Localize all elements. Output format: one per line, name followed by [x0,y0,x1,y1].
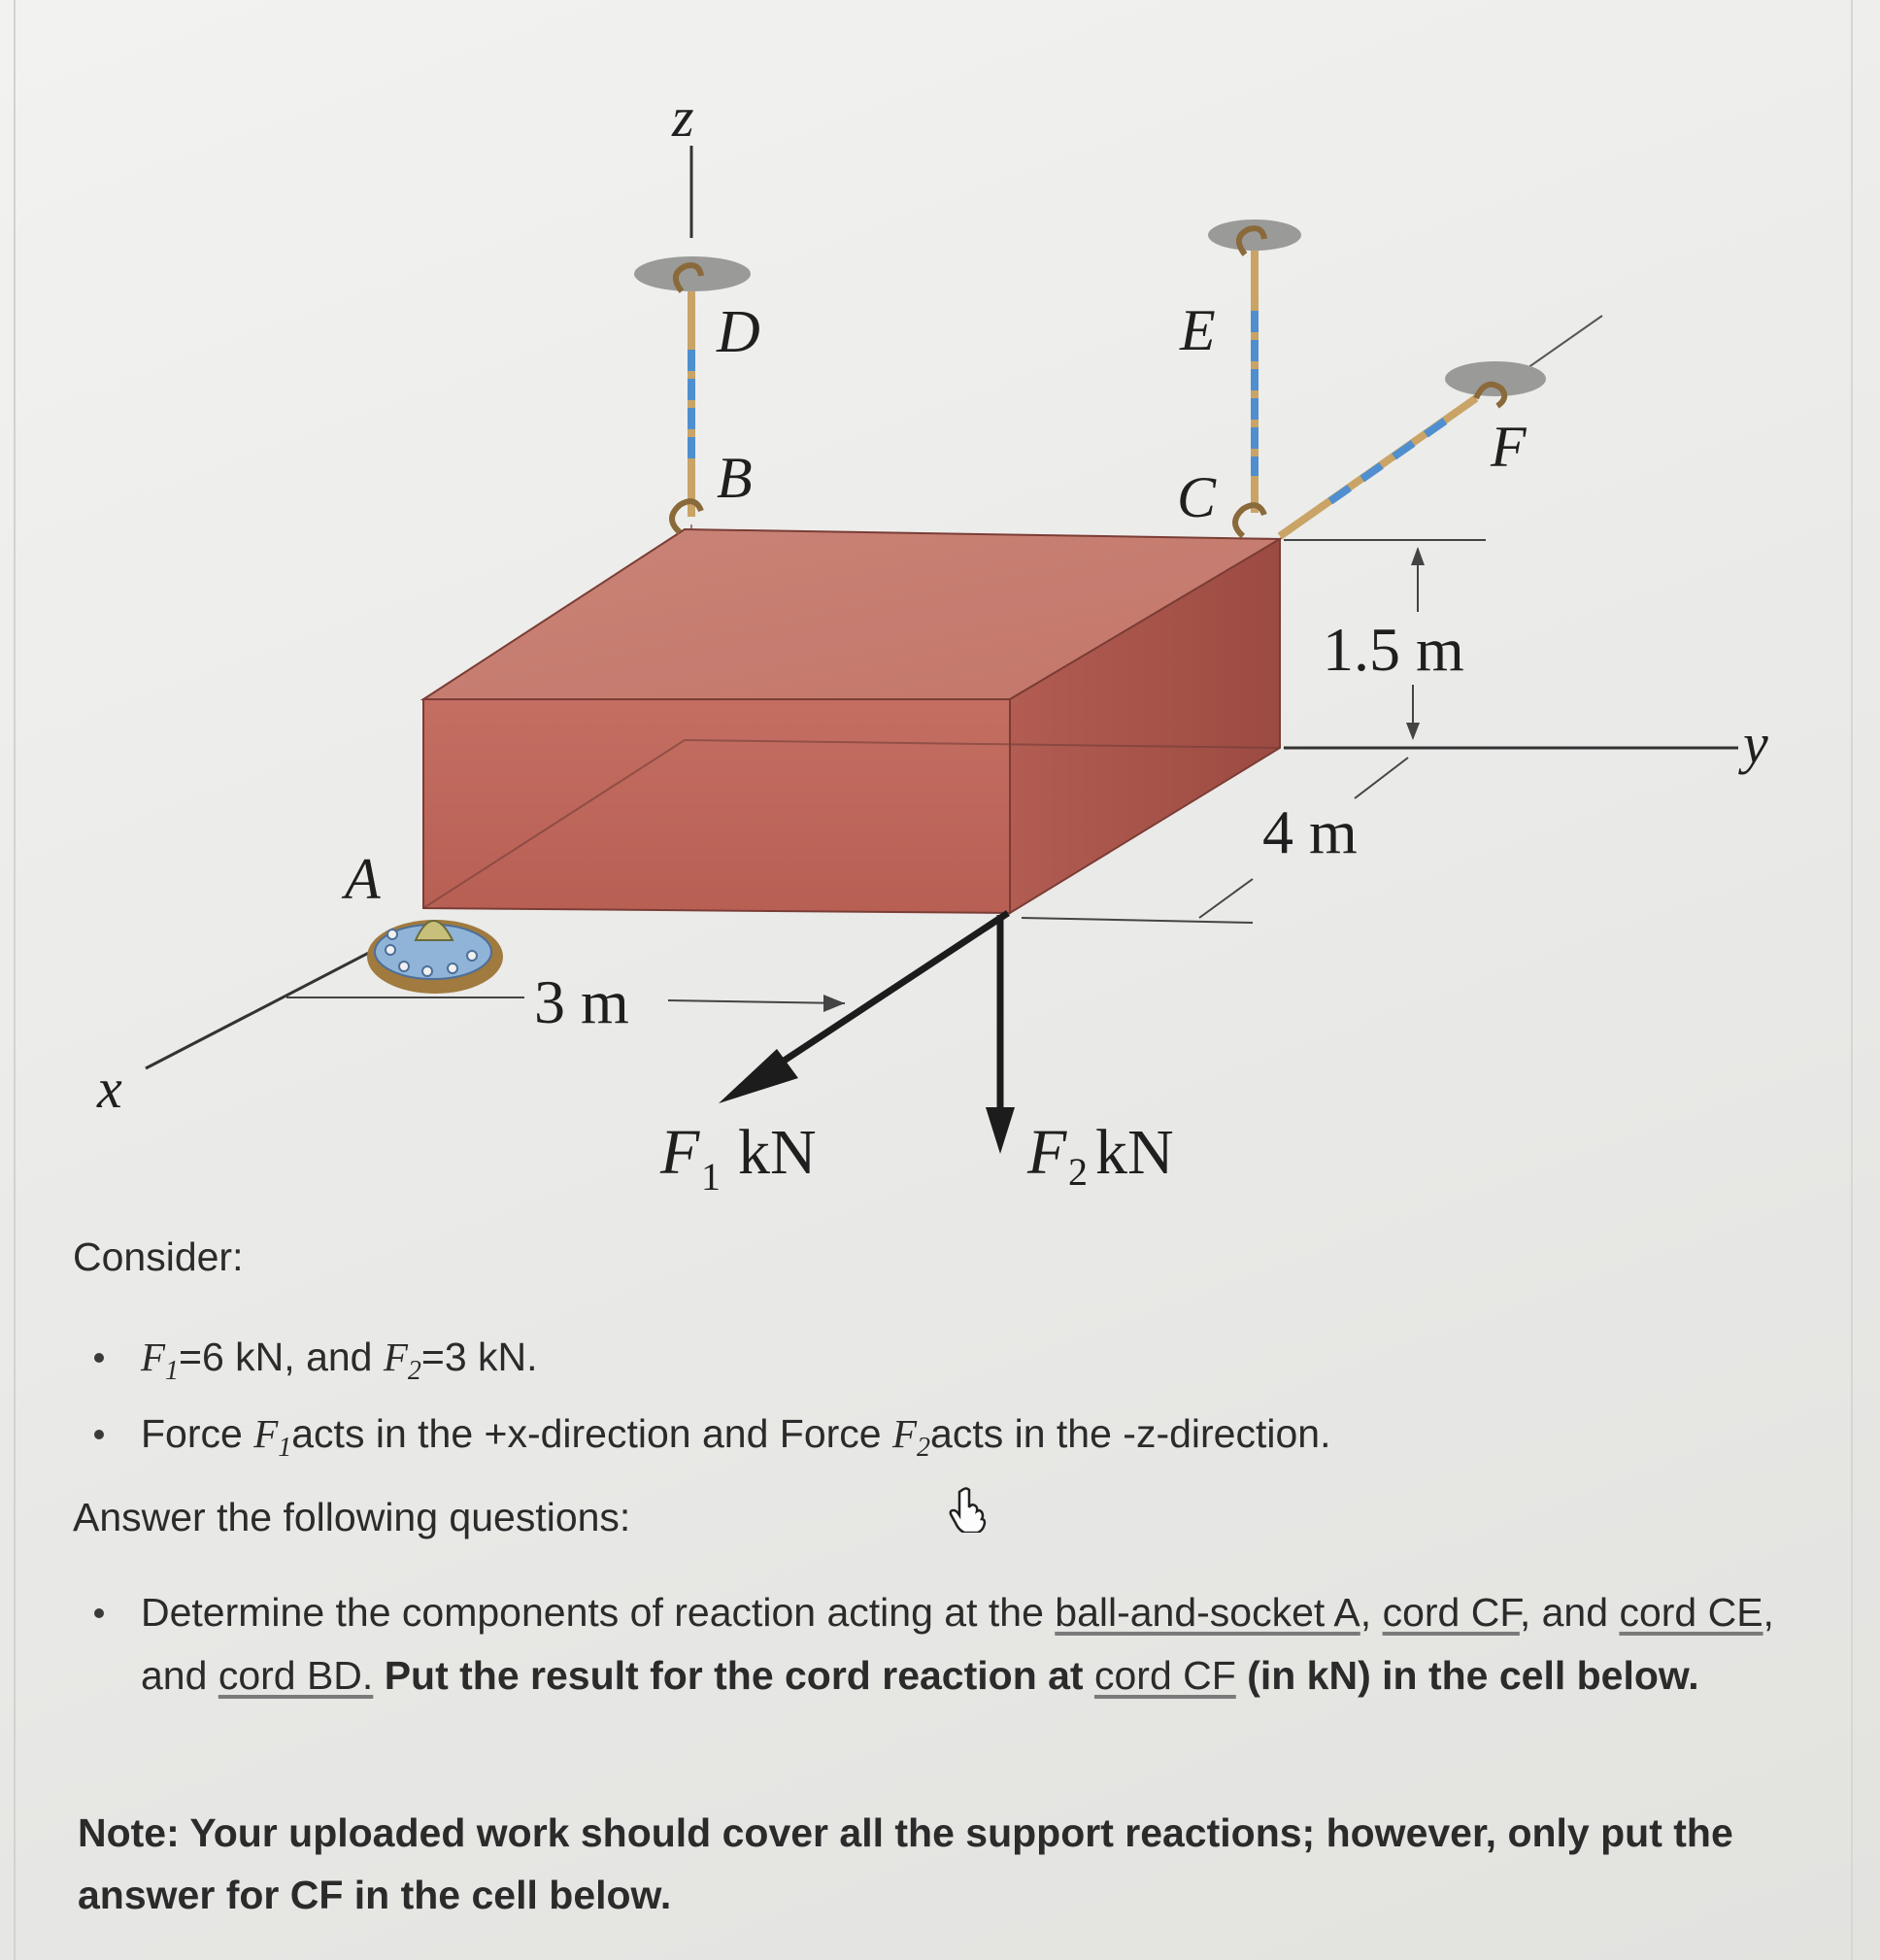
answer-heading: Answer the following questions: [73,1495,631,1539]
point-e-label: E [1180,298,1216,362]
svg-text:kN: kN [1095,1117,1174,1188]
given-forces-item: $F_1=6$ kN, and $F_2=3$ kN. [73,1326,1821,1402]
dim-4m-upper [1355,758,1408,798]
given-values-list [73,1326,1821,1479]
dim-3m-arrow [823,995,845,1012]
hand-pointer-icon [947,1486,990,1533]
point-b-label: B [717,446,753,510]
link-cord-cf-answer[interactable]: cord CF [1093,1653,1236,1698]
dim-1.5m-label: 1.5 m [1323,615,1464,684]
point-a-label: A [345,847,381,911]
link-cord-ce[interactable]: cord CE [1619,1590,1763,1635]
y-axis-label: y [1743,712,1768,775]
dim-ext-bottom [1022,918,1253,923]
x-axis-label: x [97,1057,122,1120]
force-f2-label [1026,1117,1174,1194]
dim-3m-label: 3 m [534,967,629,1036]
dim-3m-right [668,1000,845,1003]
hook-c [1235,505,1264,536]
dim-1.5m-down-arrow [1406,723,1420,740]
force-directions-item: Force $F_1acts$ in the +x-direction and Force $F_2acts$ in the -z-direction. [73,1402,1821,1479]
link-cord-cf[interactable]: cord CF [1382,1590,1520,1635]
link-ball-and-socket-a[interactable]: ball-and-socket A [1055,1590,1360,1635]
link-cord-bd[interactable]: cord BD. [218,1653,374,1698]
svg-text:1: 1 [701,1155,721,1199]
question-list [73,1581,1782,1707]
svg-text:F: F [1027,1117,1067,1188]
ceiling-support-d [634,256,751,291]
note-text: Note: Your uploaded work should cover all the support reactions; however, only put the answer for CF in the cell below. [78,1810,1733,1917]
force-f1-arrow-shaft [757,913,1008,1078]
dim-4m-lower [1199,879,1253,918]
box-front-face [423,699,1010,913]
svg-text:F: F [660,1117,700,1188]
ceiling-support-e [1208,220,1301,251]
force-f2-arrowhead [986,1107,1015,1154]
point-d-label: D [717,299,760,365]
question-item: Determine the components of reaction acting at the ball-and-socket A, cord CF, and cord CE, and cord BD. Put the result for the cord reaction at cord CF (in kN) in the cell below. [73,1581,1782,1707]
dim-4m-label: 4 m [1262,797,1358,866]
dim-1.5m-up-arrow [1411,547,1425,565]
svg-text:kN: kN [738,1117,817,1188]
hook-b [672,501,701,532]
force-f1-label [659,1117,817,1199]
point-c-label: C [1177,465,1217,529]
consider-heading: Consider: [73,1234,244,1279]
point-f-label: F [1491,415,1527,479]
ceiling-support-f [1445,361,1546,396]
svg-text:2: 2 [1068,1150,1088,1194]
z-axis-label: z [672,85,694,149]
